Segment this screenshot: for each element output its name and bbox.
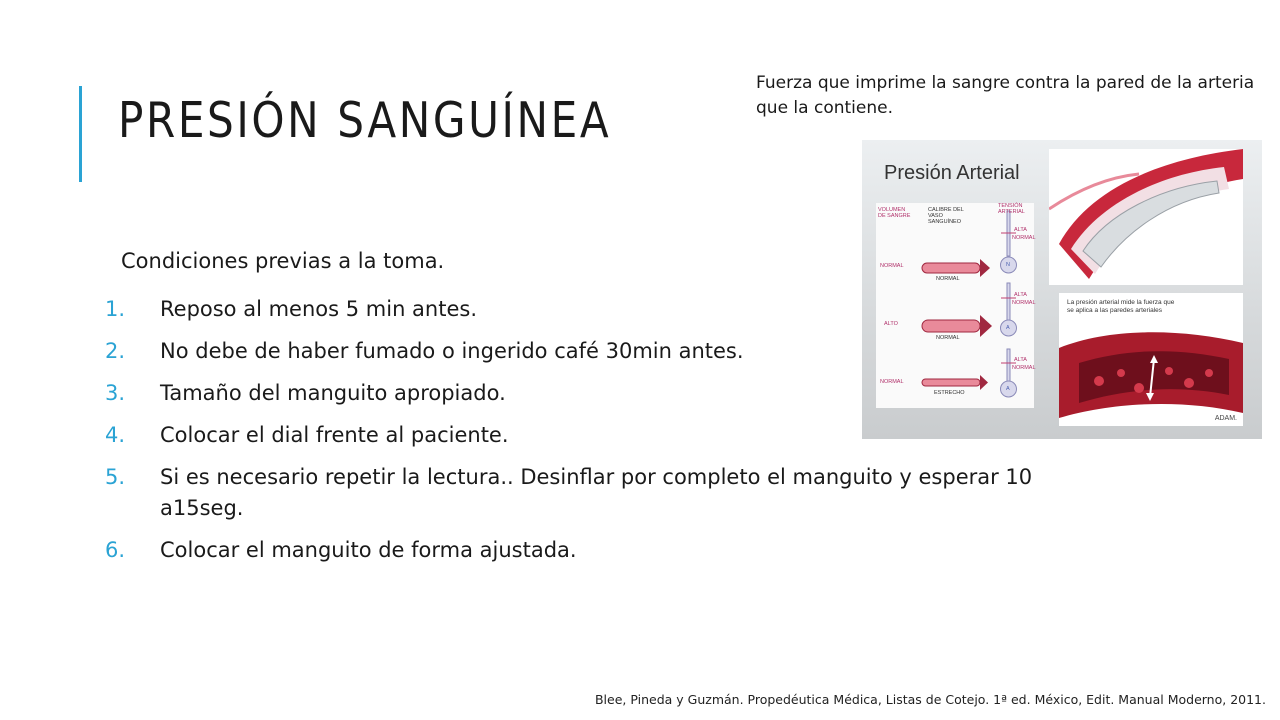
figure-title: Presión Arterial: [884, 162, 1020, 184]
list-item: [105, 535, 1105, 566]
blood-pressure-figure: [862, 140, 1262, 439]
citation: Blee, Pineda y Guzmán. Propedéutica Médica, Listas de Cotejo. 1ª ed. México, Edit. Manual Moderno, 2011.: [594, 692, 1266, 707]
row3-tension-bottom: NORMAL: [1012, 365, 1036, 371]
list-number: 2.: [105, 339, 126, 363]
list-number: 4.: [105, 423, 126, 447]
artery-illustration: [1049, 149, 1243, 285]
header-calibre: CALIBRE DEL VASO SANGUÍNEO: [928, 207, 964, 225]
row1-volume: NORMAL: [880, 263, 904, 269]
list-number: 6.: [105, 538, 126, 562]
list-text: Colocar el manguito de forma ajustada.: [160, 538, 577, 562]
row1-gauge: N: [1006, 262, 1010, 268]
list-text: Reposo al menos 5 min antes.: [160, 297, 477, 321]
definition-text: Fuerza que imprime la sangre contra la pared de la arteria que la contiene.: [756, 73, 1255, 118]
row1-tension-top: ALTA: [1014, 227, 1027, 233]
list-text: Colocar el dial frente al paciente.: [160, 423, 509, 447]
list-item: [105, 462, 1105, 524]
list-text: Tamaño del manguito apropiado.: [160, 381, 506, 405]
row2-tension-bottom: NORMAL: [1012, 300, 1036, 306]
pressure-diagram-panel: [876, 203, 1034, 408]
conditions-heading: Condiciones previas a la toma.: [121, 249, 445, 273]
row2-tension-top: ALTA: [1014, 292, 1027, 298]
figure-caption: La presión arterial mide la fuerza que se aplica a las paredes arteriales: [1067, 299, 1175, 314]
row1-caliber: NORMAL: [936, 276, 960, 282]
row3-volume: NORMAL: [880, 379, 904, 385]
row2-gauge: A: [1006, 325, 1010, 331]
header-volumen: VOLUMEN DE SANGRE: [878, 207, 911, 219]
title-accent-bar: [79, 86, 82, 182]
row3-gauge: A: [1006, 386, 1010, 392]
list-number: 1.: [105, 297, 126, 321]
list-text: No debe de haber fumado o ingerido café 30min antes.: [160, 339, 744, 363]
artery-pressure-image: [1059, 293, 1243, 426]
slide-title: PRESIÓN SANGUÍNEA: [118, 92, 612, 149]
row3-tension-top: ALTA: [1014, 357, 1027, 363]
list-number: 3.: [105, 381, 126, 405]
row2-volume: ALTO: [884, 321, 898, 327]
row2-caliber: NORMAL: [936, 335, 960, 341]
list-number: 5.: [105, 465, 126, 489]
header-tension: TENSIÓN ARTERIAL: [998, 203, 1025, 215]
row1-tension-bottom: NORMAL: [1012, 235, 1036, 241]
list-text: Si es necesario repetir la lectura.. Desinflar por completo el manguito y esperar 10 a15seg.: [160, 465, 1033, 520]
row3-caliber: ESTRECHO: [934, 390, 965, 396]
artery-cross-section-image: [1049, 149, 1243, 285]
pressure-diagram: [876, 203, 1034, 408]
adam-logo: ADAM.: [1214, 415, 1237, 422]
